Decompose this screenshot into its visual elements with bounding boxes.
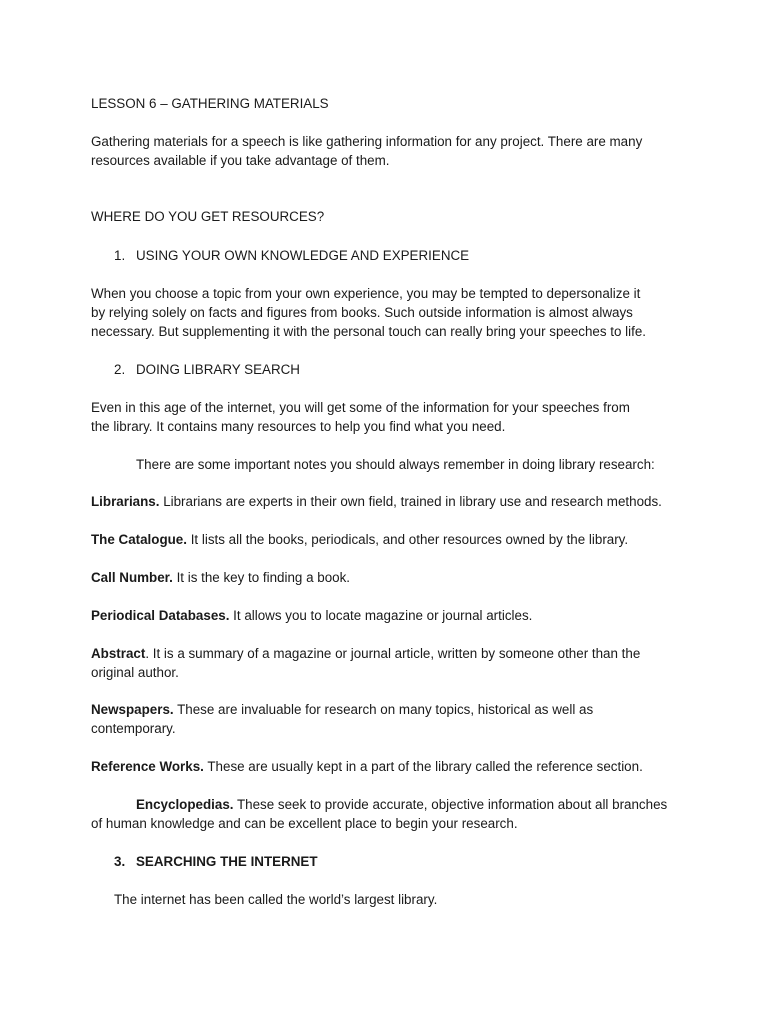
note-text: Librarians are experts in their own field, trained in library use and research methods. [159,494,662,509]
note-term: Reference Works. [91,759,204,774]
note-term: The Catalogue. [91,532,187,547]
note-term: Newspapers. [91,702,174,717]
note-periodical [91,606,691,625]
note-text: These are usually kept in a part of the library called the reference section. [203,759,643,774]
section1-body-line-1: When you choose a topic from your own experience, you may be tempted to depersonalize it [91,286,641,301]
note-text: It is the key to finding a book. [172,570,351,585]
note-text: These are invaluable for research on many topics, historical as well as [173,702,594,717]
note-abstract-line-1 [91,644,691,663]
note-encyclopedias-line-2: of human knowledge and can be excellent place to begin your research. [91,816,518,831]
note-term: Periodical Databases. [91,608,230,623]
section1-heading-text: USING YOUR OWN KNOWLEDGE AND EXPERIENCE [136,248,470,263]
section1-body-line-2: by relying solely on facts and figures from books. Such outside information is almost always [91,305,633,320]
note-text: These seek to provide accurate, objective information about all branches [233,797,668,812]
intro-line-2: resources available if you take advantage of them. [91,153,390,168]
note-term: Call Number. [91,570,173,585]
note-catalogue [91,530,691,549]
section3-heading-text: SEARCHING THE INTERNET [136,854,318,869]
intro-line-1: Gathering materials for a speech is like gathering information for any project. There are many [91,134,643,149]
note-librarians [91,492,691,511]
page-title: LESSON 6 – GATHERING MATERIALS [91,96,329,111]
note-text: It lists all the books, periodicals, and other resources owned by the library. [186,532,629,547]
section2-body-line-2: the library. It contains many resources to help you find what you need. [91,419,506,434]
section1-heading [114,246,714,265]
section1-number: 1. [114,248,126,263]
note-newspapers-line-2: contemporary. [91,721,176,736]
notes-intro: There are some important notes you should always remember in doing library research: [136,457,655,472]
note-term: Encyclopedias. [136,797,234,812]
section2-body-line-1: Even in this age of the internet, you will get some of the information for your speeches from [91,400,630,415]
section3-heading [114,852,714,871]
section2-heading-text: DOING LIBRARY SEARCH [136,362,300,377]
note-newspapers-line-1 [91,700,691,719]
note-text: . It is a summary of a magazine or journal article, written by someone other than the [145,646,641,661]
note-term: Librarians. [91,494,160,509]
note-abstract-line-2: original author. [91,665,179,680]
note-text: It allows you to locate magazine or journal articles. [229,608,533,623]
section2-heading [114,360,714,379]
section2-number: 2. [114,362,126,377]
section1-body-line-3: necessary. But supplementing it with the personal touch can really bring your speeches to life. [91,324,647,339]
note-term: Abstract [91,646,146,661]
section3-number: 3. [114,854,126,869]
section-question: WHERE DO YOU GET RESOURCES? [91,209,325,224]
note-reference [91,757,691,776]
section3-body: The internet has been called the world’s largest library. [114,892,438,907]
note-call-number [91,568,691,587]
note-encyclopedias-line-1 [136,795,736,814]
